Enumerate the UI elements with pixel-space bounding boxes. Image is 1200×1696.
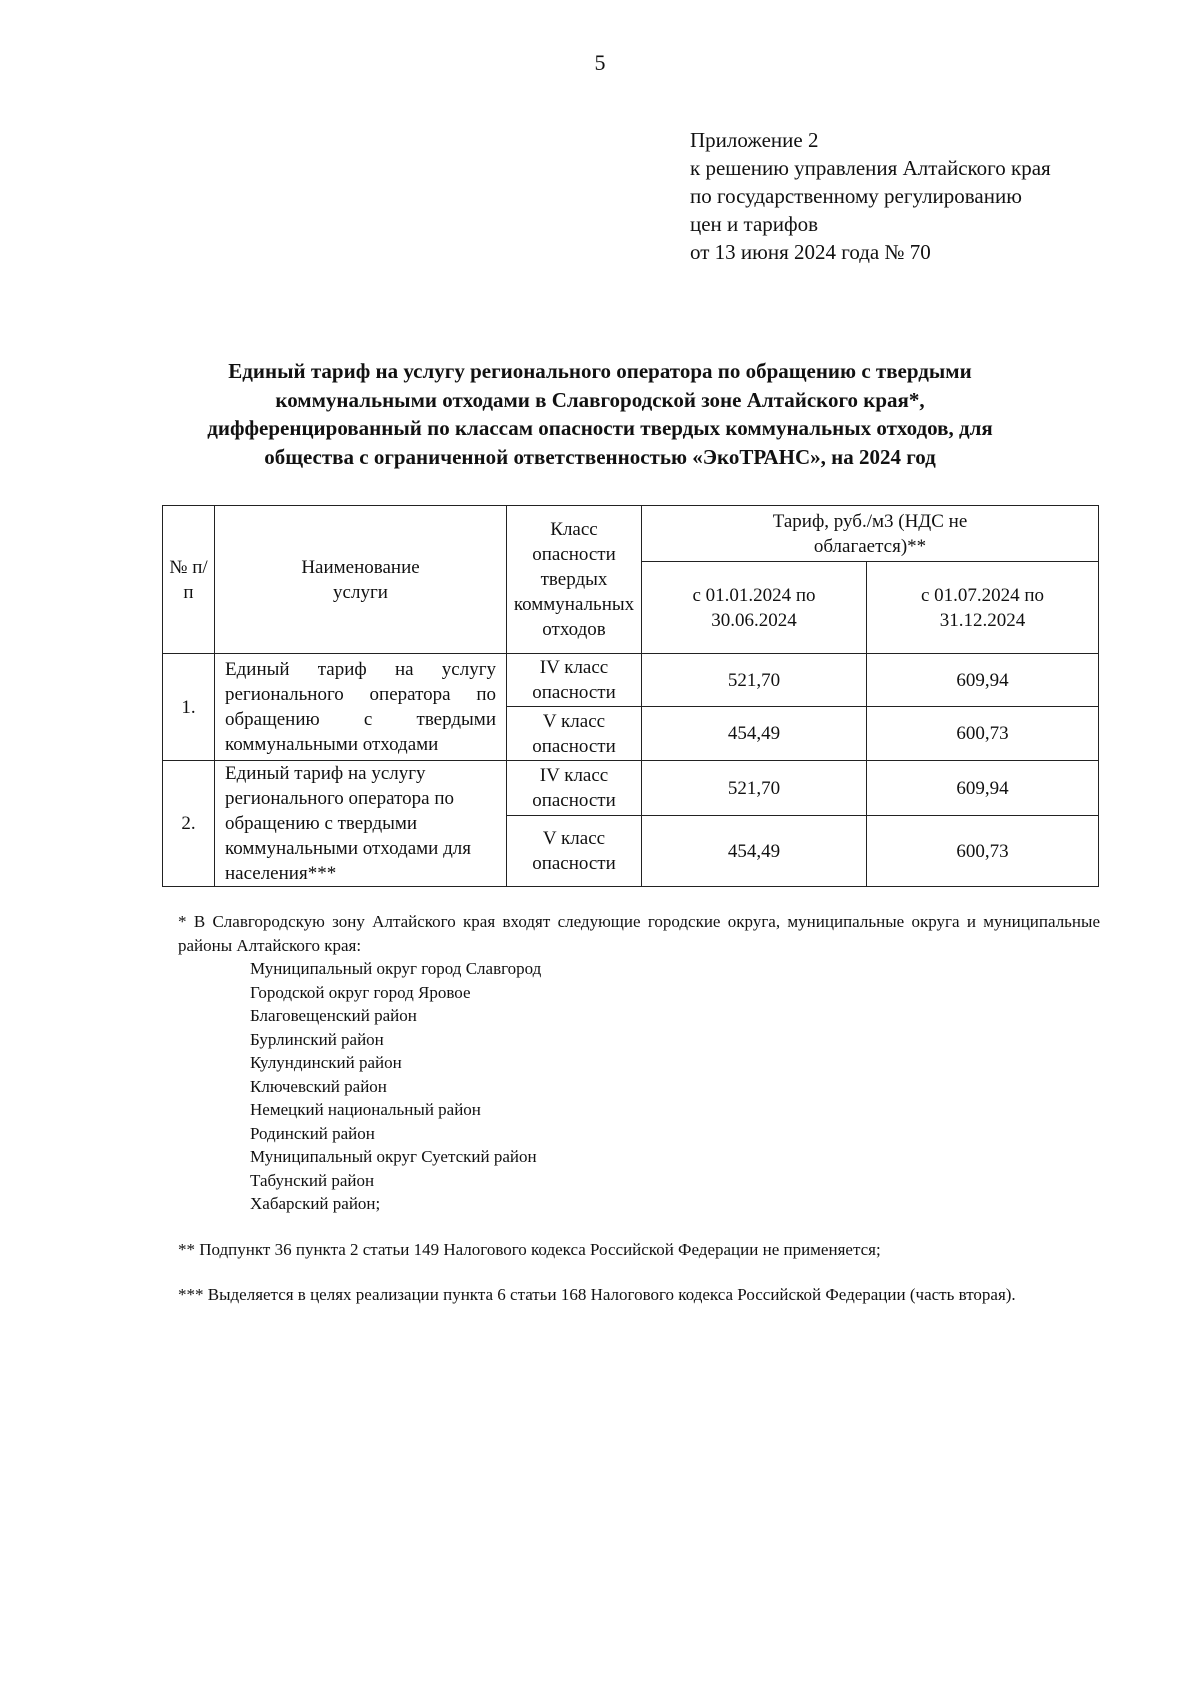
list-item: Ключевский район (250, 1076, 387, 1096)
header-hazard-class: Класс опасности твердых коммунальных отходов (507, 506, 642, 654)
row-hazard-class: IV класс опасности (507, 761, 642, 816)
header-service: Наименование услуги (215, 506, 507, 654)
title-line: коммунальными отходами в Славгородской зоне Алтайского края*, (275, 387, 925, 412)
header-tariff: Тариф, руб./м3 (НДС не облагается)** (642, 506, 1099, 562)
list-item: Табунский район (250, 1170, 375, 1190)
title-line: общества с ограниченной ответственностью «ЭкоТРАНС», на 2024 год (264, 444, 936, 469)
footnotes (178, 910, 1100, 1307)
title-line: Единый тариф на услугу регионального оператора по обращению с твердыми (228, 359, 972, 383)
footnote-population: *** Выделяется в целях реализации пункта 6 статьи 168 Налогового кодекса Российской Федерации (часть вторая). (178, 1285, 1016, 1304)
footnote-zone: * В Славгородскую зону Алтайского края входят следующие городские округа, муниципальные округа и муниципальные районы Алтайского края: (178, 912, 1100, 955)
row-tariff-period-2: 609,94 (867, 761, 1099, 816)
appendix-line: цен и тарифов (690, 212, 819, 236)
row-hazard-class: V класс опасности (507, 816, 642, 887)
appendix-line: Приложение 2 (690, 128, 819, 152)
table-row (163, 761, 1099, 816)
title-line: дифференцированный по классам опасности твердых коммунальных отходов, для (207, 416, 993, 440)
row-tariff-period-2: 600,73 (867, 816, 1099, 887)
row-hazard-class: IV класс опасности (507, 654, 642, 707)
row-tariff-period-1: 454,49 (642, 707, 867, 761)
page-number: 5 (594, 50, 606, 75)
list-item: Кулундинский район (250, 1053, 402, 1072)
row-tariff-period-2: 609,94 (867, 654, 1099, 707)
row-num: 1. (163, 654, 215, 761)
list-item: Родинский район (250, 1123, 375, 1143)
row-tariff-period-1: 521,70 (642, 761, 867, 816)
table-header-row (163, 506, 1099, 562)
header-period-2: с 01.07.2024 по 31.12.2024 (867, 562, 1099, 654)
list-item: Городской округ город Яровое (250, 982, 471, 1002)
row-tariff-period-1: 454,49 (642, 816, 867, 887)
tariff-table (162, 505, 1099, 887)
row-tariff-period-1: 521,70 (642, 654, 867, 707)
row-service: Единый тариф на услугу регионального оператора по обращению с твердыми коммунальными отходами для населения*** (215, 761, 507, 887)
list-item: Бурлинский район (250, 1029, 384, 1049)
header-num: № п/п (163, 506, 215, 654)
appendix-line: по государственному регулированию (690, 184, 1022, 208)
appendix-header (690, 126, 1170, 266)
district-list (250, 957, 1100, 1216)
list-item: Благовещенский район (250, 1006, 417, 1025)
footnote-vat: ** Подпункт 36 пункта 2 статьи 149 Налогового кодекса Российской Федерации не применяется; (178, 1239, 881, 1259)
row-service: Единый тариф на услугу регионального оператора по обращению с твердыми коммунальными отходами (215, 654, 507, 761)
table-row (163, 654, 1099, 707)
list-item: Муниципальный округ Суетский район (250, 1147, 537, 1166)
row-hazard-class: V класс опасности (507, 707, 642, 761)
document-title (130, 357, 1070, 471)
list-item: Хабарский район; (250, 1194, 381, 1213)
header-period-1: с 01.01.2024 по 30.06.2024 (642, 562, 867, 654)
row-num: 2. (163, 761, 215, 887)
row-tariff-period-2: 600,73 (867, 707, 1099, 761)
appendix-line: к решению управления Алтайского края (690, 156, 1051, 180)
list-item: Немецкий национальный район (250, 1100, 481, 1119)
list-item: Муниципальный округ город Славгород (250, 959, 542, 978)
appendix-line: от 13 июня 2024 года № 70 (690, 240, 931, 264)
